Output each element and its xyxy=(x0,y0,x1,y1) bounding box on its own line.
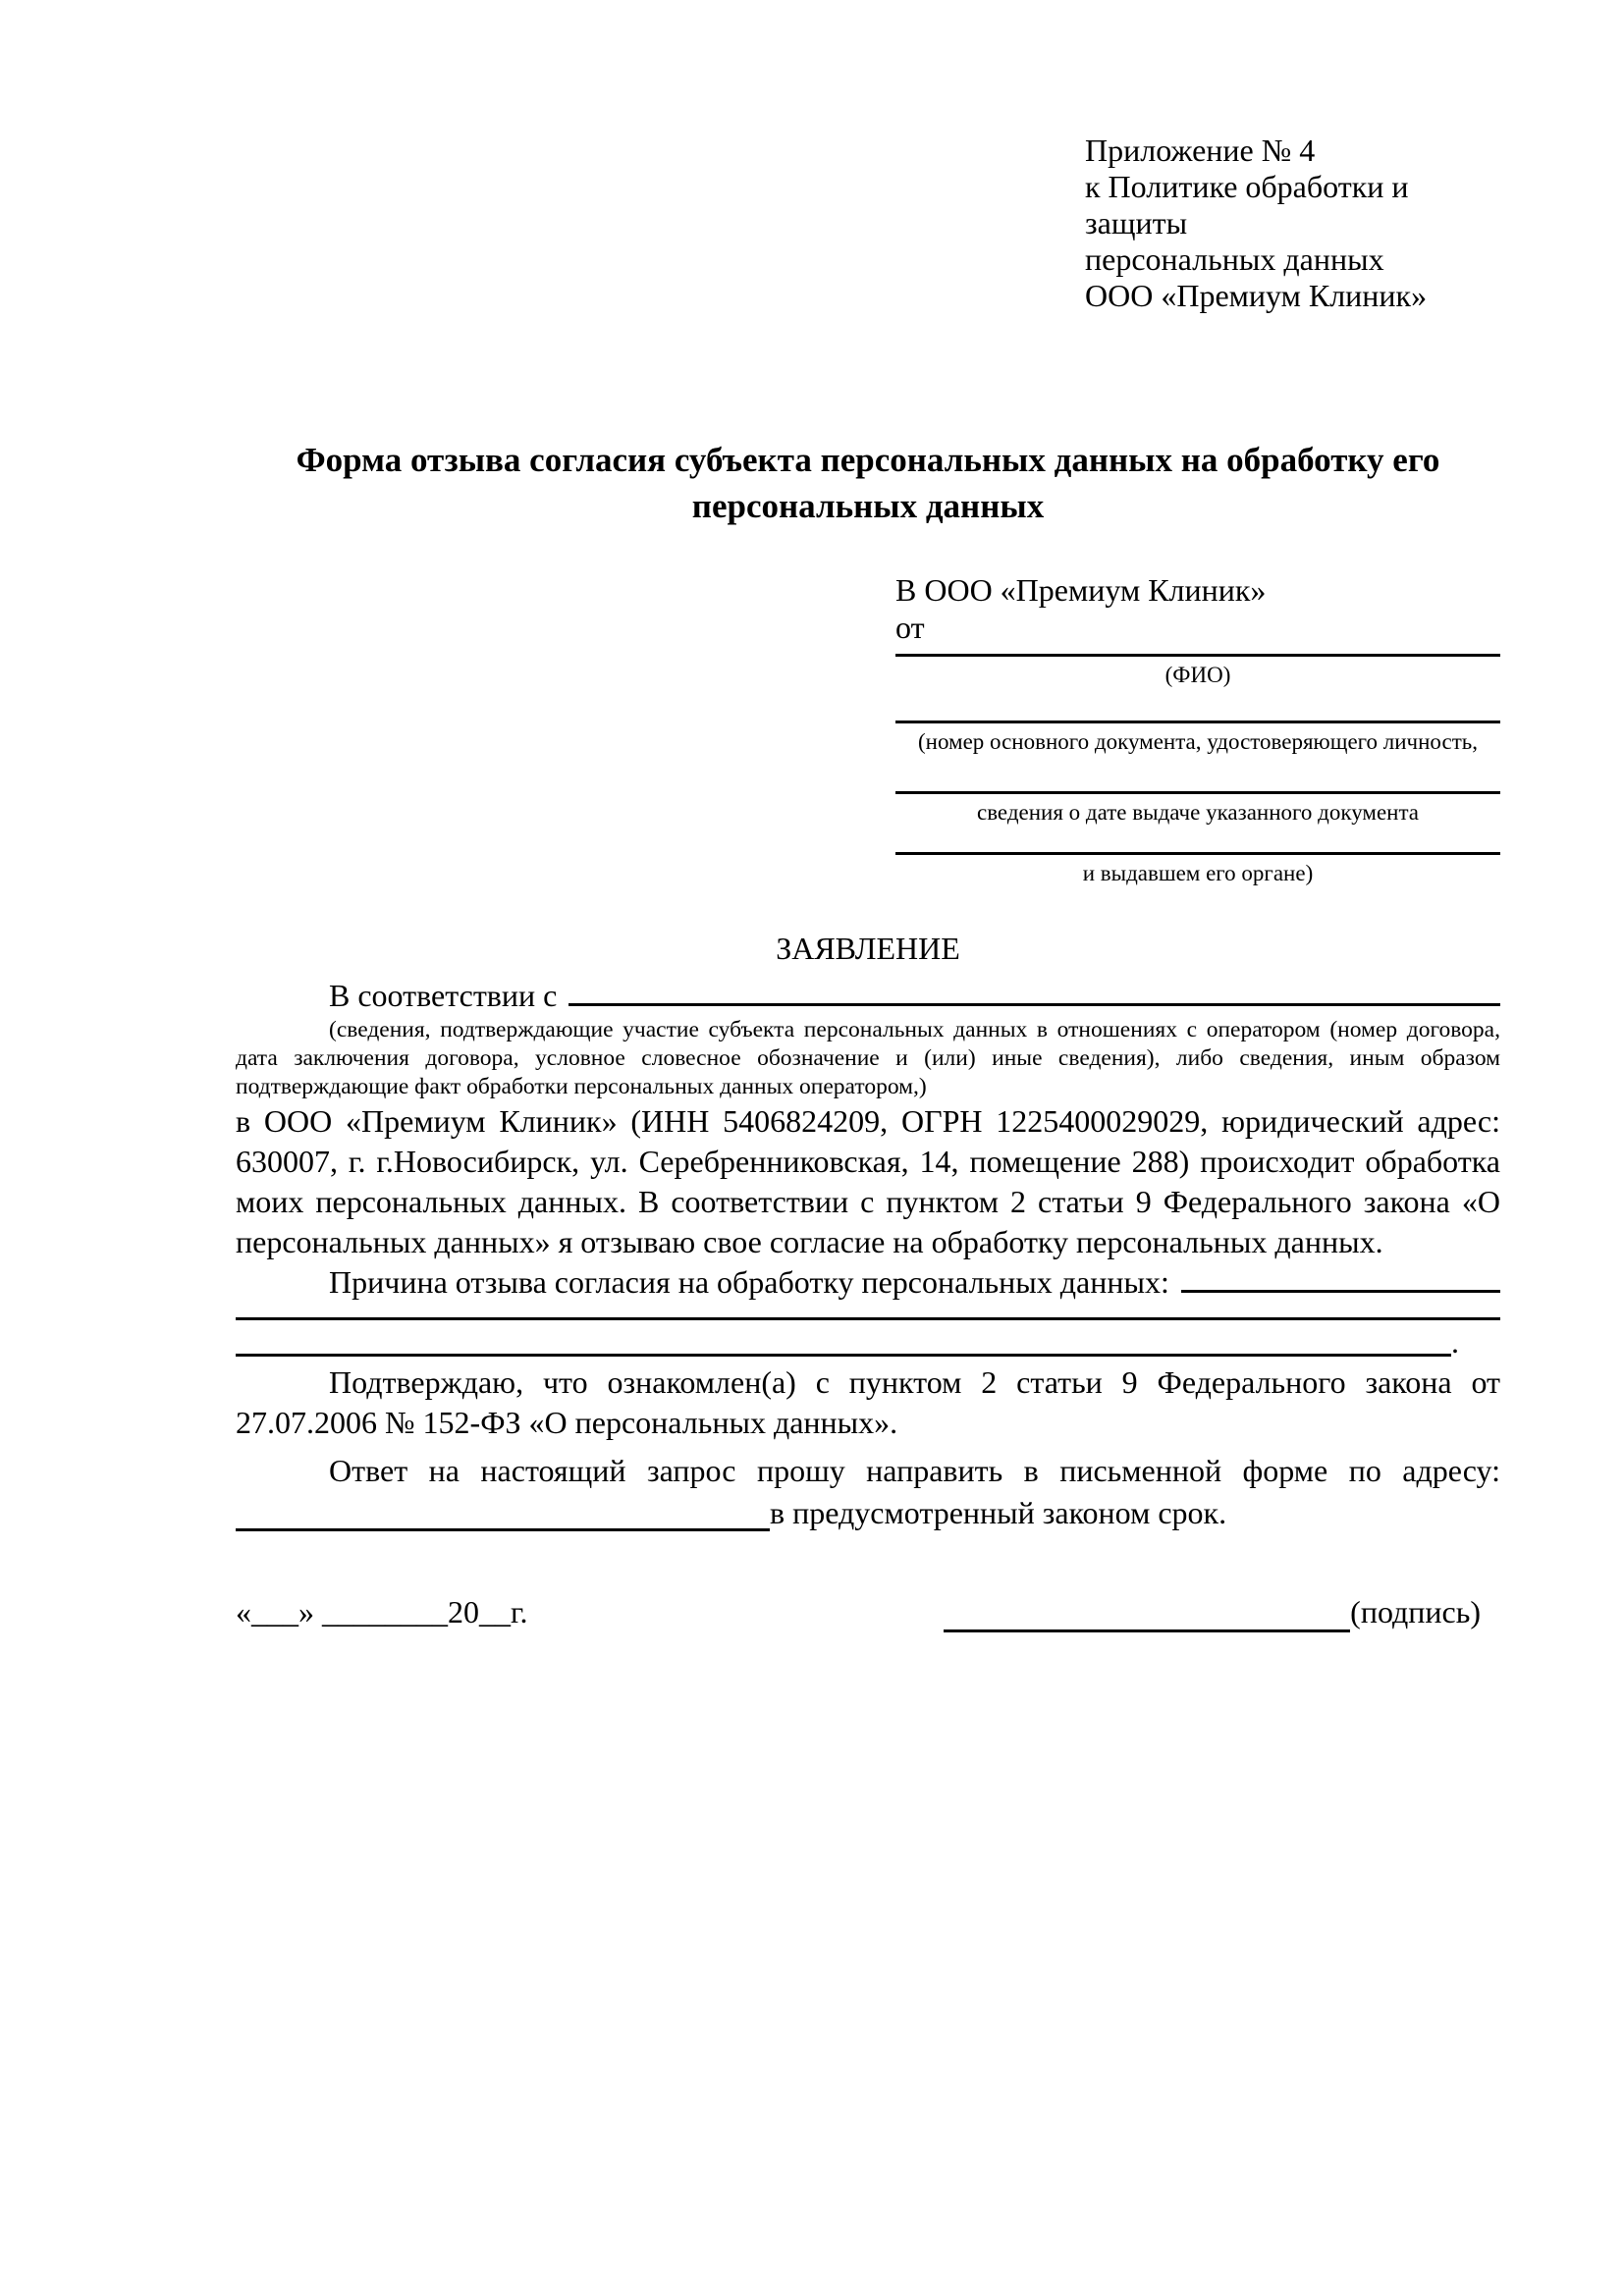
confirmation-paragraph: Подтверждаю, что ознакомлен(а) с пунктом 2 статьи 9 Федерального закона от 27.07.2006 № 152-ФЗ «О персональных данных». xyxy=(236,1364,1500,1440)
appendix-line: к Политике обработки и защиты xyxy=(1085,169,1409,240)
reason-extra-line-2-row xyxy=(236,1320,1500,1360)
doc-number-blank-line[interactable] xyxy=(895,721,1500,723)
issue-date-blank-line[interactable] xyxy=(895,791,1500,794)
reason-label: Причина отзыва согласия на обработку персональных данных: xyxy=(329,1264,1169,1300)
signature-blank-line[interactable] xyxy=(944,1597,1350,1632)
reply-address-row xyxy=(236,1491,1500,1531)
signature-caption: (подпись) xyxy=(1350,1594,1481,1629)
addressee-from: от xyxy=(895,610,925,645)
reason-extra-line-1[interactable] xyxy=(236,1303,1500,1320)
doc-number-caption: (номер основного документа, удостоверяющего личность, xyxy=(917,729,1478,754)
fio-caption: (ФИО) xyxy=(1164,663,1231,687)
accordance-row xyxy=(236,976,1500,1016)
details-note: (сведения, подтверждающие участие субъекта персональных данных в отношениях с оператором (номер договора, дата заключения договора, условное словесное обозначение и (или) иные сведения), либо сведения, иным образом подтверждающие факт обработки персональных данных оператором,) xyxy=(236,1017,1500,1099)
reason-blank-line[interactable] xyxy=(1181,1262,1500,1293)
reply-tail: в предусмотренный законом срок. xyxy=(770,1495,1227,1530)
fio-blank-line[interactable] xyxy=(895,654,1500,657)
reason-row xyxy=(236,1262,1500,1303)
appendix-block xyxy=(1085,133,1500,314)
date-signature-row xyxy=(236,1592,1500,1632)
accordance-blank-line[interactable] xyxy=(568,976,1500,1006)
reason-extra-line-2[interactable] xyxy=(236,1320,1451,1357)
document-title: Форма отзыва согласия субъекта персональных данных на обработку его персональных данных xyxy=(296,441,1440,525)
address-blank-line[interactable] xyxy=(236,1496,770,1531)
addressee-to: В ООО «Премиум Клиник» xyxy=(895,572,1267,608)
sentence-period: . xyxy=(1451,1324,1459,1360)
signature-group xyxy=(944,1592,1481,1632)
issuer-caption: и выдавшем его органе) xyxy=(1082,861,1314,885)
issuer-blank-line[interactable] xyxy=(895,852,1500,855)
appendix-line: ООО «Премиум Клиник» xyxy=(1085,278,1428,313)
appendix-line: персональных данных xyxy=(1085,241,1384,277)
issue-date-caption: сведения о дате выдаче указанного документа xyxy=(976,800,1420,825)
reply-paragraph: Ответ на настоящий запрос прошу направить в письменной форме по адресу: xyxy=(329,1453,1500,1488)
statement-heading: ЗАЯВЛЕНИЕ xyxy=(776,931,960,966)
addressee-block xyxy=(895,571,1500,887)
main-paragraph: в ООО «Премиум Клиник» (ИНН 5406824209, ОГРН 1225400029029, юридический адрес: 630007, г. г.Новосибирск, ул. Серебренниковская, 14, помещение 288) происходит обработка моих персональных данных. В соответствии с пунктом 2 статьи 9 Федерального закона «О персональных данных» я отзываю свое согласие на обработку персональных данных. xyxy=(236,1103,1500,1259)
accordance-label: В соответствии с xyxy=(329,978,558,1013)
date-blank[interactable]: «___» ________20__г. xyxy=(236,1594,528,1629)
appendix-line: Приложение № 4 xyxy=(1085,133,1316,168)
